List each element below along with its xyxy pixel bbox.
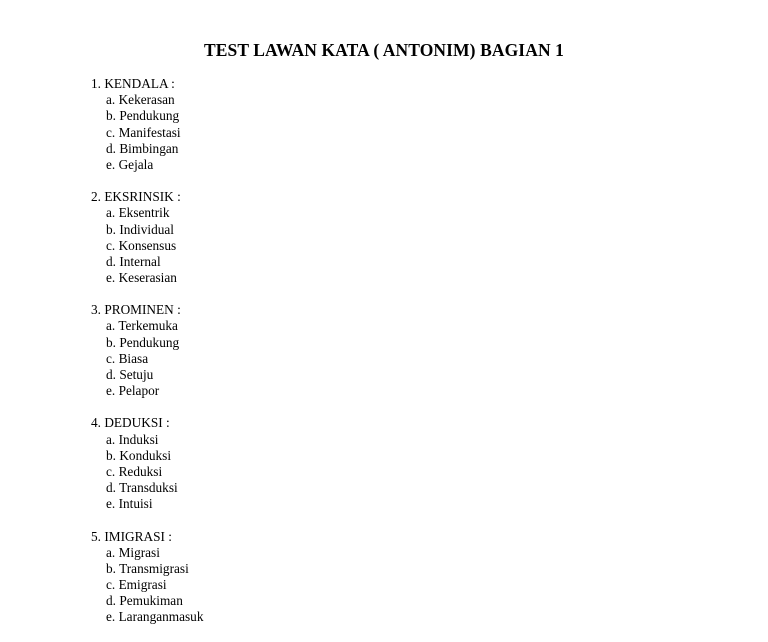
question-number: 4. [91,415,101,431]
answer-option [91,318,203,334]
option-text: Eksentrik [118,205,170,221]
answer-option [91,448,203,464]
answer-option [91,125,203,141]
option-letter: c. [106,237,116,253]
option-text: Transduksi [119,480,178,496]
question-heading [91,76,203,92]
option-text: Transmigrasi [119,560,189,576]
option-text: Individual [119,221,174,237]
option-text: Pemukiman [119,593,183,609]
option-letter: c. [106,463,116,479]
answer-option [91,432,203,448]
option-letter: d. [106,253,116,269]
question-word: PROMINEN : [104,302,181,318]
question-list [91,76,203,642]
option-letter: c. [106,350,116,366]
answer-option [91,92,203,108]
answer-option [91,367,203,383]
option-letter: d. [106,140,116,156]
option-text: Pendukung [119,108,180,124]
answer-option [91,496,203,512]
question-4 [91,415,203,512]
option-letter: a. [106,431,116,447]
question-heading [91,415,203,431]
answer-option [91,222,203,238]
option-letter: b. [106,108,116,124]
answer-option [91,351,203,367]
question-heading [91,529,203,545]
answer-option [91,141,203,157]
option-text: Pelapor [118,383,160,399]
answer-option [91,593,203,609]
option-text: Reduksi [118,463,163,479]
option-letter: e. [106,156,116,172]
answer-option [91,383,203,399]
option-text: Laranganmasuk [118,609,204,625]
option-text: Manifestasi [118,124,181,140]
answer-option [91,545,203,561]
option-text: Bimbingan [119,140,179,156]
option-text: Keserasian [118,270,177,286]
option-text: Konduksi [119,447,172,463]
option-letter: b. [106,221,116,237]
answer-option [91,577,203,593]
option-letter: a. [106,92,116,108]
answer-option [91,270,203,286]
option-letter: e. [106,496,116,512]
option-text: Intuisi [118,496,153,512]
option-text: Terkemuka [118,318,178,334]
option-text: Konsensus [118,237,177,253]
question-word: KENDALA : [104,76,175,91]
option-letter: c. [106,124,116,140]
option-text: Emigrasi [118,577,167,593]
option-letter: d. [106,593,116,609]
question-5 [91,529,203,626]
option-text: Migrasi [118,544,160,560]
question-1 [91,76,203,173]
answer-option [91,335,203,351]
option-letter: e. [106,270,116,286]
question-number: 2. [91,189,101,205]
option-letter: e. [106,609,116,625]
option-text: Internal [119,253,161,269]
option-letter: c. [106,577,116,593]
option-text: Kekerasan [118,92,175,108]
option-letter: b. [106,560,116,576]
answer-option [91,254,203,270]
option-letter: a. [106,544,116,560]
option-text: Induksi [118,431,159,447]
answer-option [91,238,203,254]
question-number: 3. [91,302,101,318]
answer-option [91,464,203,480]
answer-option [91,205,203,221]
option-letter: a. [106,318,116,334]
option-text: Setuju [119,367,154,382]
question-3 [91,302,203,399]
question-heading [91,189,203,205]
question-2 [91,189,203,286]
answer-option [91,108,203,124]
question-word: EKSRINSIK : [104,189,181,205]
question-word: DEDUKSI : [104,415,170,431]
option-letter: e. [106,383,116,399]
answer-option [91,561,203,577]
answer-option [91,480,203,496]
option-letter: d. [106,367,116,382]
question-number: 1. [91,76,101,91]
question-word: IMIGRASI : [104,528,172,544]
page-title: TEST LAWAN KATA ( ANTONIM) BAGIAN 1 [203,40,565,60]
option-text: Pendukung [119,334,180,350]
question-number: 5. [91,528,101,544]
option-text: Gejala [118,156,154,172]
option-letter: b. [106,447,116,463]
option-letter: b. [106,334,116,350]
answer-option [91,609,203,625]
option-letter: d. [106,480,116,496]
answer-option [91,157,203,173]
option-letter: a. [106,205,116,221]
option-text: Biasa [118,350,149,366]
question-heading [91,302,203,318]
